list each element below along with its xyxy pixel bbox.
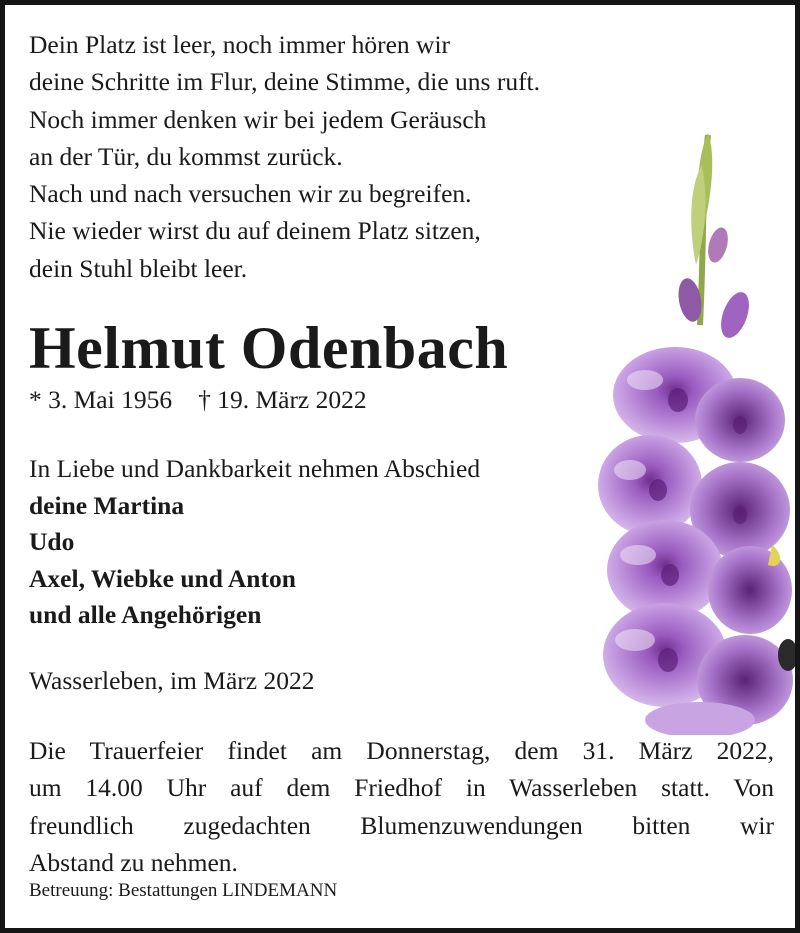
deceased-name: Helmut Odenbach — [29, 315, 509, 381]
poem-line: Nach und nach versuchen wir zu begreifen. — [29, 179, 472, 209]
place-date: Wasserleben, im März 2022 — [29, 666, 315, 695]
farewell-intro: In Liebe und Dankbarkeit nehmen Abschied — [29, 454, 481, 483]
poem — [29, 26, 540, 287]
mourners-block — [29, 451, 480, 634]
service-line: Abstand zu nehmen. — [29, 847, 238, 877]
poem-line: an der Tür, du kommst zurück. — [29, 141, 343, 171]
poem-line: deine Schritte im Flur, deine Stimme, die uns ruft. — [29, 67, 541, 97]
mourner-name: deine Martina — [29, 490, 185, 520]
poem-line: Noch immer denken wir bei jedem Geräusch — [29, 104, 487, 134]
birth-date: * 3. Mai 1956 — [29, 385, 173, 414]
gladiolus-flower-icon — [590, 125, 795, 735]
service-line: Die Trauerfeier findet am Donnerstag, dem 31. März 2022, — [29, 736, 774, 765]
mourner-name: Udo — [29, 527, 75, 556]
mourner-name: und alle Angehörigen — [29, 600, 262, 629]
poem-line: dein Stuhl bleibt leer. — [29, 253, 248, 283]
poem-line: Dein Platz ist leer, noch immer hören wir — [29, 30, 451, 59]
poem-line: Nie wieder wirst du auf deinem Platz sitzen, — [29, 216, 481, 246]
service-line: um 14.00 Uhr auf dem Friedhof in Wasserleben statt. Von — [29, 773, 774, 803]
death-date: † 19. März 2022 — [198, 385, 367, 414]
life-dates — [29, 385, 367, 415]
mourner-name: Axel, Wiebke und Anton — [29, 563, 296, 593]
service-line: freundlich zugedachten Blumenzuwendungen bitten wir — [29, 810, 774, 840]
funeral-home-credit: Betreuung: Bestattungen LINDEMANN — [29, 880, 338, 901]
service-info — [29, 732, 774, 881]
